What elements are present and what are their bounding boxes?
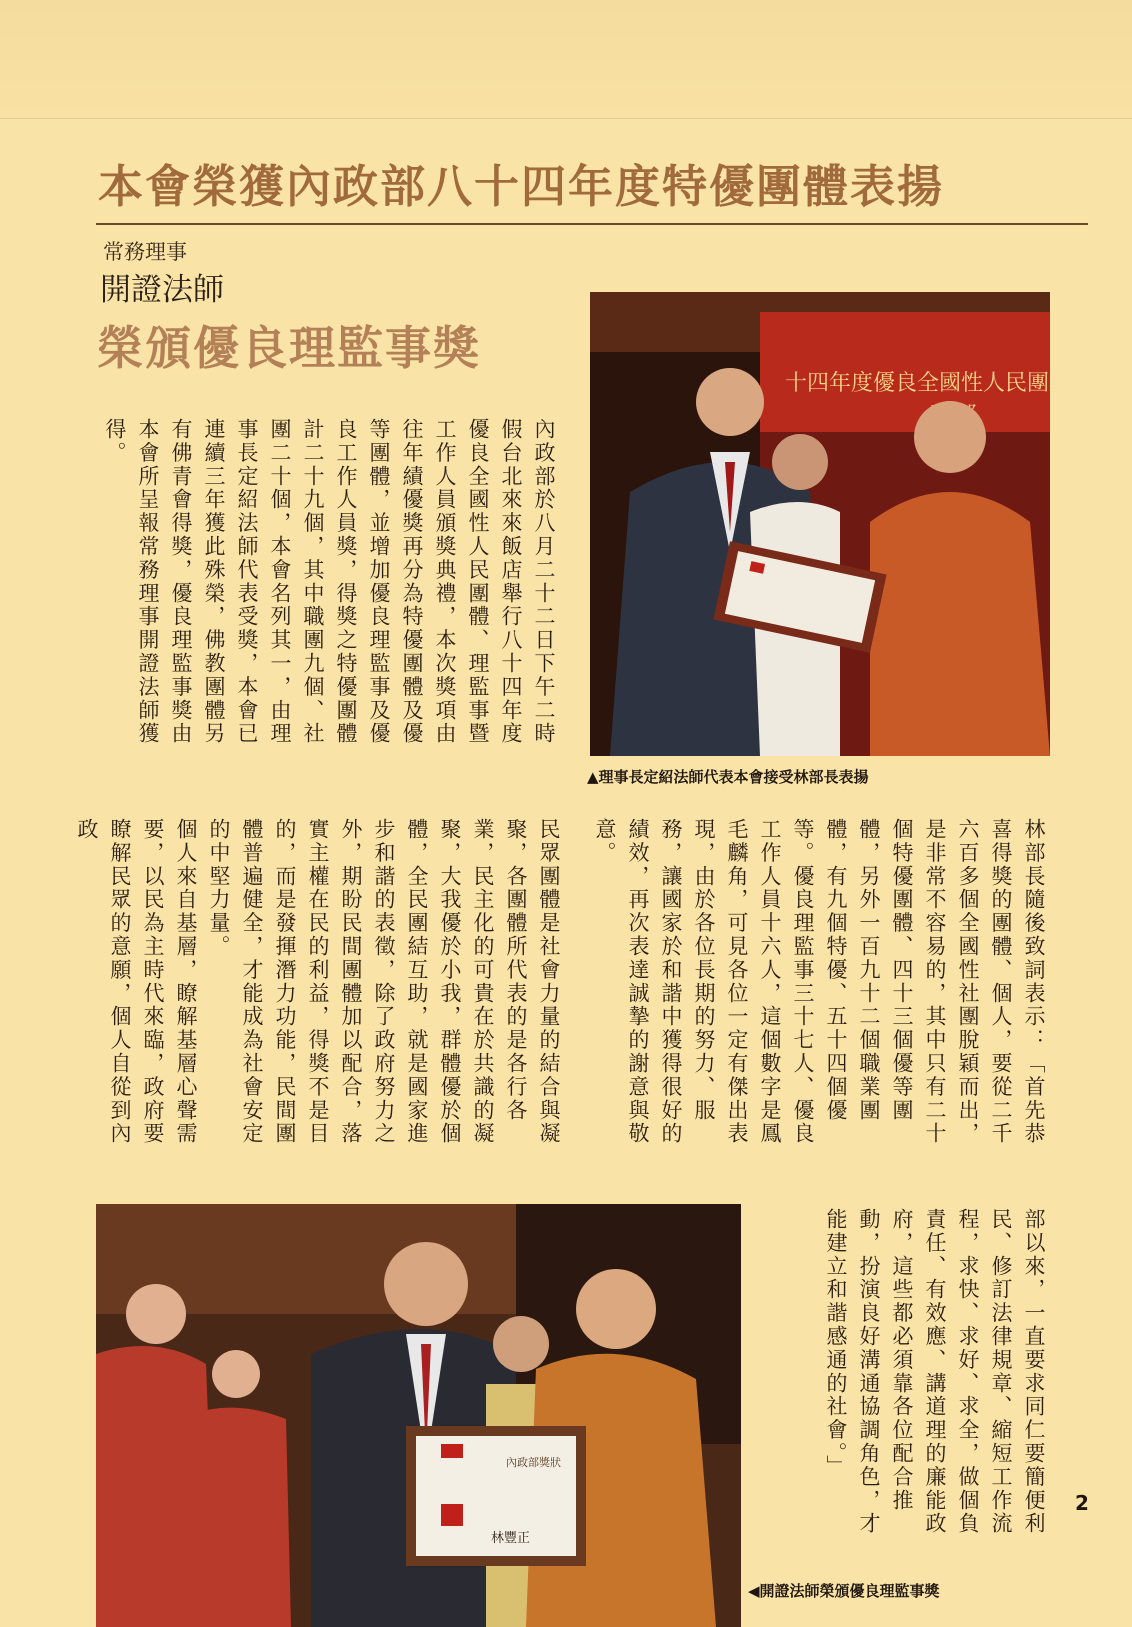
speech-para3-text: 個人來自基層，瞭解基層心聲需要，以民為主時代來臨，政府要瞭解民眾的意願，個人自從到內政 (75, 818, 198, 1146)
speech-para2-text: 民眾團體是社會力量的結合與凝聚，各團體所代表的是各行各業，民主化的可貴在於共識的凝聚，大我優於小我，群體優於個體，全民團結互助，就是國家進步和諧的表徵，除了政府努力之外，期盼民間團體加以配合，落實主權在民的利益，得獎不是目的，而是發揮潛力功能，民間團體普遍健全，才能成為社會安定的中堅力量。 (207, 818, 561, 1146)
title-rule (96, 223, 1088, 225)
page-number: 2 (1075, 1491, 1089, 1515)
photo-top-caption: ▲理事長定紹法師代表本會接受林部長表揚 (587, 768, 869, 786)
top-band (0, 0, 1132, 119)
certificate-title: 內政部獎狀 (506, 1456, 561, 1469)
page-title: 本會榮獲內政部八十四年度特優團體表揚 (98, 160, 945, 213)
photo-bottom-caption: ◀開證法師榮頒優良理監事獎 (748, 1582, 940, 1600)
photo-bottom (96, 1204, 741, 1627)
speech-part4-text: 部以來，一直要求同仁要簡便利民、修訂法律規章、縮短工作流程，求快、求好、求全，做個負責任、有效應、講道理的廉能政府，這些都必須靠各位配合推動，扮演良好溝通協調角色，才能建立和諧感通的社會。」 (824, 1208, 1046, 1536)
banner-text: 十四年度優良全國性人民團 (785, 371, 1050, 396)
subtitle-role: 常務理事 (103, 240, 187, 264)
photo-top-image (590, 292, 1050, 756)
photo-bottom-image (96, 1204, 741, 1627)
speech-part1-text: 林部長隨後致詞表示：「首先恭喜得獎的團體、個人，要從二千六百多個全國性社團脫穎而出，是非常不容易的，其中只有二十個特優團體、四十三個優等團體，另外一百九十二個職業團體，有九個特優、五十四個優等。優良理監事三十七人、優良工作人員十六人，這個數字是鳳毛麟角，可見各位一定有傑出表現，由於各位長期的努力、服務，讓國家於和諧中獲得很好的績效，再次表達誠摯的謝意與敬意。 (593, 818, 1046, 1146)
article-top (90, 418, 560, 768)
speech-part4 (760, 1208, 1050, 1538)
subtitle-name: 開證法師 (100, 272, 224, 308)
photo-top (590, 292, 1050, 756)
certificate-signature: 林豐正 (491, 1531, 531, 1546)
article-top-text: 內政部於八月二十二日下午二時假台北來來飯店舉行八十四年度優良全國性人民團體、理監事暨工作人員頒獎典禮，本次獎項由往年績優獎再分為特優團體及優等團體，並增加優良理監事及優良工作人員獎，得獎之特優團體計二十九個，其中職團九個、社團二十個，本會名列其一，由理事長定紹法師代表受獎，本會已連續三年獲此殊榮，佛教團體另有佛青會得獎，優良理監事獎由本會所呈報常務理事開證法師獲得。 (103, 418, 556, 746)
speech-part1 (575, 818, 1050, 1168)
subtitle-award: 榮頒優良理監事獎 (97, 321, 481, 375)
speech-part2 (75, 818, 565, 1168)
